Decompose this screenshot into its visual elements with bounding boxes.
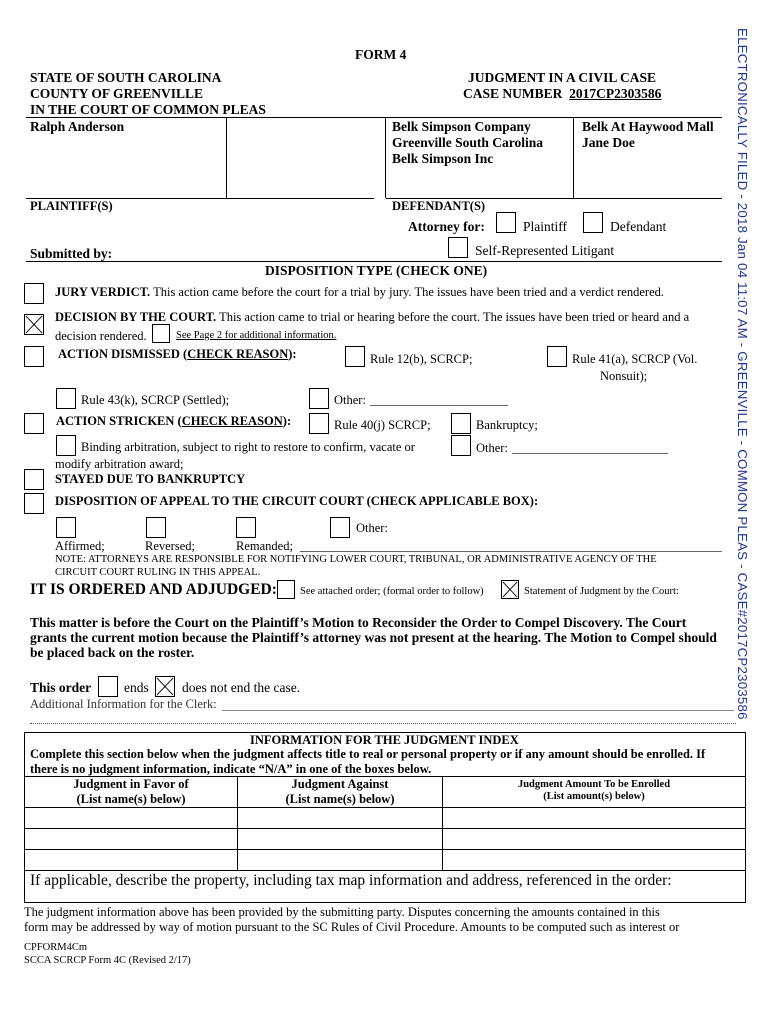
amount-cell[interactable] (443, 808, 746, 829)
action-dismissed-label (58, 347, 297, 362)
attorney-defendant-label: Defendant (610, 219, 667, 234)
attorney-for-label: Attorney for: (408, 219, 485, 234)
attorney-plaintiff-label: Plaintiff (523, 219, 568, 234)
col-favor-header-2: (List name(s) below) (76, 792, 186, 806)
defendant-label: DEFENDANT(S) (392, 199, 486, 213)
table-row (25, 850, 746, 871)
amount-cell[interactable] (443, 850, 746, 871)
court-name: IN THE COURT OF COMMON PLEAS (30, 102, 266, 117)
action-dismissed-end: ): (288, 347, 297, 361)
col-against-header-2: (List name(s) below) (285, 792, 395, 806)
decision-text-2: decision rendered. (55, 329, 147, 343)
judgment-index-title: INFORMATION FOR THE JUDGMENT INDEX (250, 733, 519, 747)
judgment-body-2: grants the current motion because the Plaintiff’s attorney was not present at the hearing. The Motion to Compel should (30, 630, 717, 645)
dismissed-other-checkbox[interactable] (309, 388, 329, 409)
decision-text: This action came to trial or hearing before the court. The issues have been tried or heard and a (216, 310, 690, 324)
jury-verdict-text: This action came before the court for a trial by jury. The issues have been tried and a verdict rendered. (150, 285, 664, 299)
appeal-checkbox[interactable] (24, 493, 44, 514)
property-description-label: If applicable, describe the property, including tax map information and address, referenced in the order: (30, 872, 672, 889)
appeal-note-1: NOTE: ATTORNEYS ARE RESPONSIBLE FOR NOTIFYING LOWER COURT, TRIBUNAL, OR ADMINISTRATIVE AGENCY OF THE (55, 554, 657, 565)
table-row (25, 829, 746, 850)
affirmed-label: Affirmed; (55, 539, 105, 553)
judgment-body-3: be placed back on the roster. (30, 645, 195, 660)
appeal-label: DISPOSITION OF APPEAL TO THE CIRCUIT COURT (CHECK APPLICABLE BOX): (55, 494, 539, 508)
action-dismissed-text: ACTION DISMISSED ( (58, 347, 188, 361)
statement-of-judgment-checkbox[interactable] (501, 580, 519, 599)
judgment-index-instructions-2: there is no judgment information, indicate “N/A” in one of the boxes below. (30, 762, 432, 776)
action-stricken-text: ACTION STRICKEN ( (56, 414, 182, 428)
electronic-filing-stamp: ELECTRONICALLY FILED - 2018 Jan 04 11:07 AM - GREENVILLE - COMMON PLEAS - CASE#2017CP2303586 (735, 28, 750, 720)
action-stricken-checkbox[interactable] (24, 413, 44, 434)
defendant-2: Greenville South Carolina (392, 135, 544, 150)
remanded-checkbox[interactable] (236, 517, 256, 538)
rule-12b-label: Rule 12(b), SCRCP; (370, 352, 473, 366)
dismissed-other-label: Other: (334, 393, 366, 407)
this-order-label: This order (30, 680, 92, 695)
appeal-other-checkbox[interactable] (330, 517, 350, 538)
additional-info-label: Additional Information for the Clerk: (30, 697, 217, 711)
rule-41a-label: Rule 41(a), SCRCP (Vol. (572, 352, 698, 366)
judgment-index-instructions-1: Complete this section below when the judgment affects title to real or personal property or if any amount should be enrolled. If (30, 747, 706, 761)
form-revision: SCCA SCRCP Form 4C (Revised 2/17) (24, 955, 191, 966)
nonsuit-label: Nonsuit); (600, 369, 648, 383)
case-number-block (463, 86, 661, 102)
see-attached-label: See attached order; (formal order to follow) (300, 586, 484, 597)
appeal-note-2: CIRCUIT COURT RULING IN THIS APPEAL. (55, 567, 261, 578)
col-against-header-1: Judgment Against (291, 777, 389, 791)
attorney-defendant-checkbox[interactable] (583, 212, 603, 233)
rule-43k-label: Rule 43(k), SCRCP (Settled); (81, 393, 230, 407)
col-against-header (238, 777, 443, 808)
plaintiff-label: PLAINTIFF(S) (30, 199, 113, 213)
binding-arbitration-label-2: modify arbitration award; (55, 457, 184, 471)
submitted-by-label: Submitted by: (30, 246, 113, 261)
table-row (25, 808, 746, 829)
ordered-heading: IT IS ORDERED AND ADJUDGED: (30, 581, 277, 598)
against-cell[interactable] (238, 850, 443, 871)
decision-by-court-checkbox[interactable] (24, 314, 44, 335)
favor-cell[interactable] (25, 829, 238, 850)
form-code: CPFORM4Cm (24, 942, 88, 953)
stayed-bankruptcy-label: STAYED DUE TO BANKRUPTCY (55, 472, 246, 486)
see-page-2-link[interactable]: See Page 2 for additional information. (176, 330, 337, 341)
see-page-2-checkbox[interactable] (152, 324, 170, 343)
rule-40j-checkbox[interactable] (309, 413, 329, 434)
jury-verdict-row (55, 285, 664, 300)
action-dismissed-checkbox[interactable] (24, 346, 44, 367)
col-amount-header-1: Judgment Amount To be Enrolled (517, 779, 671, 790)
bankruptcy-checkbox[interactable] (451, 413, 471, 434)
rule-41a-checkbox[interactable] (547, 346, 567, 367)
stricken-other-label: Other: (476, 441, 508, 455)
defendant-4: Belk At Haywood Mall (582, 119, 714, 134)
footer-paragraph-1: The judgment information above has been provided by the submitting party. Disputes concerning the amounts contained in this (24, 905, 660, 919)
rule-43k-checkbox[interactable] (56, 388, 76, 409)
rule-12b-checkbox[interactable] (345, 346, 365, 367)
self-represented-label: Self-Represented Litigant (475, 243, 615, 258)
col-amount-header-2: (List amount(s) below) (543, 791, 645, 802)
appeal-other-label: Other: (356, 521, 388, 535)
col-favor-header-1: Judgment in Favor of (73, 777, 189, 791)
order-ends-label: ends (124, 680, 149, 695)
attorney-plaintiff-checkbox[interactable] (496, 212, 516, 233)
remanded-label: Remanded; (236, 539, 293, 553)
judgment-title: JUDGMENT IN A CIVIL CASE (468, 70, 657, 85)
statement-of-judgment-label: Statement of Judgment by the Court: (524, 586, 679, 597)
reversed-checkbox[interactable] (146, 517, 166, 538)
jury-verdict-checkbox[interactable] (24, 283, 44, 304)
rule-40j-label: Rule 40(j) SCRCP; (334, 418, 431, 432)
disposition-title: DISPOSITION TYPE (CHECK ONE) (265, 263, 488, 278)
see-attached-checkbox[interactable] (277, 580, 295, 599)
bankruptcy-label: Bankruptcy; (476, 418, 538, 432)
action-stricken-reason: CHECK REASON (181, 414, 283, 428)
county-name: COUNTY OF GREENVILLE (30, 86, 204, 101)
stricken-other-checkbox[interactable] (451, 435, 471, 456)
state-name: STATE OF SOUTH CAROLINA (30, 70, 222, 85)
binding-arbitration-label: Binding arbitration, subject to right to restore to confirm, vacate or (81, 440, 415, 454)
col-amount-header (443, 777, 746, 808)
judgment-index-table (24, 776, 746, 871)
against-cell[interactable] (238, 808, 443, 829)
footer-paragraph-2: form may be addressed by way of motion pursuant to the SC Rules of Civil Procedure. Amounts to be computed such as interest or (24, 920, 680, 934)
case-number-label: CASE NUMBER (463, 86, 563, 101)
stayed-bankruptcy-checkbox[interactable] (24, 469, 44, 490)
decision-label: DECISION BY THE COURT. (55, 310, 217, 324)
defendant-5: Jane Doe (582, 135, 635, 150)
action-stricken-label (56, 414, 291, 429)
col-favor-header (25, 777, 238, 808)
jury-verdict-label: JURY VERDICT. (55, 285, 151, 299)
form-title: FORM 4 (355, 47, 407, 62)
order-does-not-end-checkbox[interactable] (155, 676, 175, 697)
action-dismissed-reason: CHECK REASON (187, 347, 289, 361)
self-represented-checkbox[interactable] (448, 237, 468, 258)
order-ends-checkbox[interactable] (98, 676, 118, 697)
plaintiff-name: Ralph Anderson (30, 119, 125, 134)
favor-cell[interactable] (25, 808, 238, 829)
against-cell[interactable] (238, 829, 443, 850)
defendant-1: Belk Simpson Company (392, 119, 531, 134)
affirmed-checkbox[interactable] (56, 517, 76, 538)
binding-arbitration-checkbox[interactable] (56, 435, 76, 456)
decision-by-court-row (55, 310, 689, 325)
favor-cell[interactable] (25, 850, 238, 871)
judgment-body-1: This matter is before the Court on the Plaintiff’s Motion to Reconsider the Order to Compel Discovery. The Court (30, 615, 687, 630)
amount-cell[interactable] (443, 829, 746, 850)
case-number: 2017CP2303586 (569, 86, 662, 101)
defendant-3: Belk Simpson Inc (392, 151, 494, 166)
action-stricken-end: ): (282, 414, 292, 428)
reversed-label: Reversed; (145, 539, 195, 553)
order-does-not-end-label: does not end the case. (182, 680, 301, 695)
